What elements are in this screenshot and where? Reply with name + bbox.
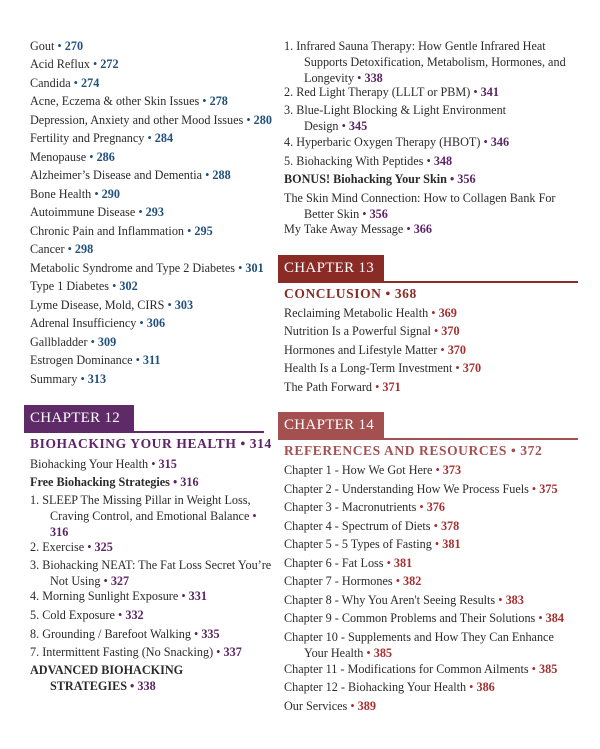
toc-entry[interactable]: 5. Cold Exposure • 332 bbox=[30, 608, 144, 622]
chapter-14-banner: CHAPTER 14 bbox=[278, 412, 384, 438]
toc-entry[interactable]: 4. Morning Sunlight Exposure • 331 bbox=[30, 589, 207, 603]
toc-entry[interactable]: Reclaiming Metabolic Health • 369 bbox=[284, 306, 457, 320]
toc-entry[interactable]: Chronic Pain and Inflammation • 295 bbox=[30, 224, 213, 238]
chapter-13-banner: CHAPTER 13 bbox=[278, 255, 384, 281]
toc-entry[interactable]: Type 1 Diabetes • 302 bbox=[30, 279, 138, 293]
toc-entry[interactable]: Chapter 10 - Supplements and How They Can Enhance Your Health • 385 bbox=[284, 630, 554, 660]
toc-entry[interactable]: Fertility and Pregnancy • 284 bbox=[30, 131, 174, 145]
toc-entry[interactable]: Alzheimer’s Disease and Dementia • 288 bbox=[30, 168, 231, 182]
toc-entry[interactable]: Chapter 7 - Hormones • 382 bbox=[284, 574, 422, 588]
toc-entry[interactable]: 7. Intermittent Fasting (No Snacking) • 337 bbox=[30, 645, 242, 659]
toc-entry[interactable]: Candida • 274 bbox=[30, 76, 100, 90]
toc-entry[interactable]: Chapter 11 - Modifications for Common Ailments • 385 bbox=[284, 662, 558, 676]
toc-entry[interactable]: Chapter 3 - Macronutrients • 376 bbox=[284, 500, 445, 514]
toc-entry[interactable]: My Take Away Message • 366 bbox=[284, 222, 432, 236]
toc-entry[interactable]: Gallbladder • 309 bbox=[30, 335, 117, 349]
toc-entry[interactable]: Acid Reflux • 272 bbox=[30, 57, 119, 71]
toc-entry[interactable]: Chapter 12 - Biohacking Your Health • 386 bbox=[284, 680, 495, 694]
toc-entry[interactable]: Chapter 8 - Why You Aren't Seeing Results • 383 bbox=[284, 593, 524, 607]
chapter-13-heading[interactable]: CONCLUSION • 368 bbox=[284, 286, 417, 301]
toc-entry[interactable]: The Skin Mind Connection: How to Collagen Bank For Better Skin • 356 bbox=[284, 191, 556, 221]
toc-entry[interactable]: Chapter 9 - Common Problems and Their Solutions • 384 bbox=[284, 611, 564, 625]
chapter-12-rule bbox=[24, 431, 264, 433]
toc-entry[interactable]: Free Biohacking Strategies • 316 bbox=[30, 475, 199, 489]
toc-entry[interactable]: The Path Forward • 371 bbox=[284, 380, 401, 394]
toc-entry[interactable]: Health Is a Long-Term Investment • 370 bbox=[284, 361, 482, 375]
toc-entry[interactable]: 1. SLEEP The Missing Pillar in Weight Loss, Craving Control, and Emotional Balance • 316 bbox=[30, 493, 257, 539]
toc-entry[interactable]: BONUS! Biohacking Your Skin • 356 bbox=[284, 172, 476, 186]
toc-entry[interactable]: Depression, Anxiety and other Mood Issues • 280 bbox=[30, 113, 272, 127]
toc-entry[interactable]: Chapter 2 - Understanding How We Process Fuels • 375 bbox=[284, 482, 558, 496]
toc-entry[interactable]: Metabolic Syndrome and Type 2 Diabetes • 301 bbox=[30, 261, 264, 275]
toc-entry[interactable]: Chapter 4 - Spectrum of Diets • 378 bbox=[284, 519, 460, 533]
toc-entry[interactable]: Acne, Eczema & other Skin Issues • 278 bbox=[30, 94, 228, 108]
toc-entry[interactable]: Chapter 6 - Fat Loss • 381 bbox=[284, 556, 413, 570]
toc-entry[interactable]: Menopause • 286 bbox=[30, 150, 115, 164]
toc-entry[interactable]: 3. Blue-Light Blocking & Light Environment Design • 345 bbox=[284, 103, 507, 133]
toc-entry[interactable]: 2. Exercise • 325 bbox=[30, 540, 113, 554]
toc-entry[interactable]: Lyme Disease, Mold, CIRS • 303 bbox=[30, 298, 194, 312]
toc-entry[interactable]: Autoimmune Disease • 293 bbox=[30, 205, 164, 219]
toc-entry[interactable]: 2. Red Light Therapy (LLLT or PBM) • 341 bbox=[284, 85, 499, 99]
toc-entry[interactable]: ADVANCED BIOHACKING STRATEGIES • 338 bbox=[30, 663, 184, 693]
chapter-12-banner: CHAPTER 12 bbox=[24, 405, 134, 431]
chapter-12-heading[interactable]: BIOHACKING YOUR HEALTH • 314 bbox=[30, 436, 272, 451]
toc-entry[interactable]: Hormones and Lifestyle Matter • 370 bbox=[284, 343, 466, 357]
toc-entry[interactable]: Summary • 313 bbox=[30, 372, 107, 386]
chapter-14-rule bbox=[278, 438, 578, 440]
toc-entry[interactable]: Estrogen Dominance • 311 bbox=[30, 353, 161, 367]
toc-entry[interactable]: 3. Biohacking NEAT: The Fat Loss Secret You’re Not Using • 327 bbox=[30, 558, 272, 588]
toc-entry[interactable]: Gout • 270 bbox=[30, 39, 84, 53]
toc-entry[interactable]: Our Services • 389 bbox=[284, 699, 376, 713]
toc-entry[interactable]: 4. Hyperbaric Oxygen Therapy (HBOT) • 346 bbox=[284, 135, 510, 149]
toc-entry[interactable]: Biohacking Your Health • 315 bbox=[30, 457, 177, 471]
toc-entry[interactable]: Adrenal Insufficiency • 306 bbox=[30, 316, 166, 330]
toc-entry[interactable]: Bone Health • 290 bbox=[30, 187, 120, 201]
toc-entry[interactable]: Cancer • 298 bbox=[30, 242, 94, 256]
toc-entry[interactable]: 5. Biohacking With Peptides • 348 bbox=[284, 154, 453, 168]
toc-entry[interactable]: 1. Infrared Sauna Therapy: How Gentle Infrared Heat Supports Detoxification, Metabolism, Hormones, and Longevity • 338 bbox=[284, 39, 566, 85]
chapter-13-rule bbox=[278, 281, 578, 283]
toc-entry[interactable]: Nutrition Is a Powerful Signal • 370 bbox=[284, 324, 460, 338]
toc-entry[interactable]: Chapter 5 - 5 Types of Fasting • 381 bbox=[284, 537, 461, 551]
toc-entry[interactable]: Chapter 1 - How We Got Here • 373 bbox=[284, 463, 462, 477]
toc-entry[interactable]: 8. Grounding / Barefoot Walking • 335 bbox=[30, 627, 220, 641]
chapter-14-heading[interactable]: REFERENCES AND RESOURCES • 372 bbox=[284, 443, 543, 458]
